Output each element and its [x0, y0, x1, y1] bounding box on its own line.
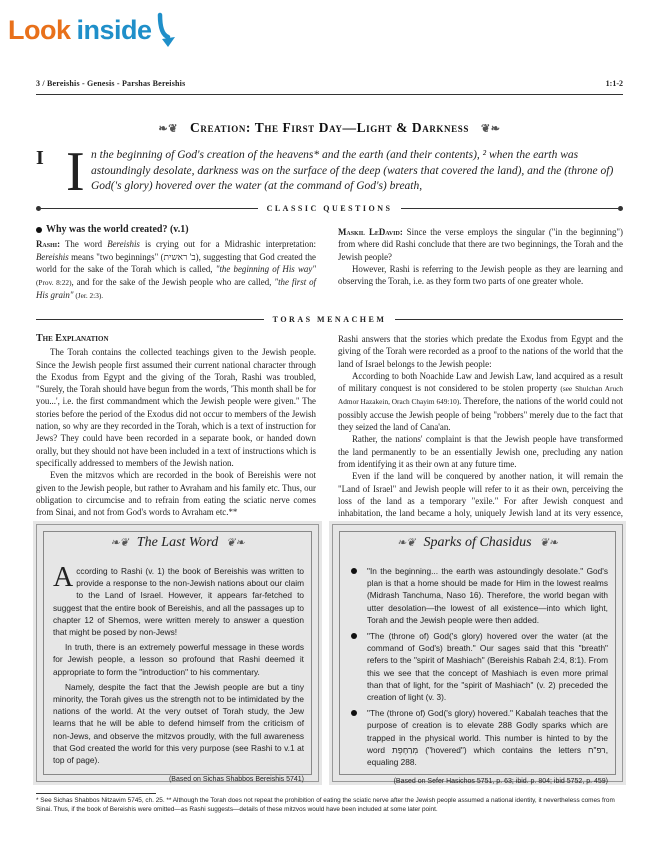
- rashi-text: The word: [60, 239, 108, 250]
- explanation-right-p1: Rashi answers that the stories which predate the Exodus from Egypt and the giving of the Torah were recorded as a proof to the nations of the world that the land of Israel belongs to the Jewish people:: [338, 334, 623, 369]
- last-word-p1: [53, 562, 304, 638]
- last-word-p2: In truth, there is an extremely powerful message in these words for Jewish people, a lesson so profound that Rashi deemed it appropriate to form the "introduction" to his commentary.: [53, 642, 304, 677]
- bullet-icon: [36, 227, 42, 233]
- sparks-title-text: Sparks of Chasidus: [423, 535, 532, 550]
- flourish-left-icon: ❧❦: [158, 123, 179, 135]
- explanation-left: [36, 333, 316, 518]
- explanation-ref: (see Shulchan Aruch Admor Hazakein, Orach Chayim 649:10): [338, 384, 623, 407]
- rashi-text: means "two beginnings" (ב' ראשית), suggesting that God created the world for the sake of the Torah which is called,: [36, 251, 316, 274]
- toras-menachem-label: TORAS MENACHEM: [272, 314, 387, 324]
- verse-block: [36, 141, 623, 203]
- sparks-item: "In the beginning... the earth was astoundingly desolate." God's plan is that a home should be made for Him in the lowest realms (Midrash Tanchuma, Naso 16). Therefore, the world began with utter desolation—the lowest of all existence—into which light, Torah and the Jewish people were then added.: [349, 565, 608, 626]
- rashi-text: , and for the sake of the Jewish people who are called,: [71, 277, 275, 288]
- last-word-body: [53, 562, 304, 786]
- sparks-item: "The (throne of) God('s glory) hovered over the water (at the command of God's) breath." Our sages said that this "breath" refers to the "spirit of Mashiach" (Bereishis Rabah 2:4, 8:1). From this we see that the concept of Mashiach is even more primal than that of light, for the "spirit of Mashiach" (v. 2) preceded the creation of light (v. 3).: [349, 630, 608, 703]
- flourish-left-icon: ❧❦: [110, 537, 129, 549]
- verse-dropcap: I: [66, 141, 85, 203]
- classic-questions-left: [36, 224, 316, 303]
- verse-text: n the beginning of God's creation of the heavens* and the earth (and their contents), ² when the earth was astoundingly desolate, darkness was on the surface of the deep (waters that covered the land), and the (throne of) God('s glory) hovered over the water (at the command of God's) breath,: [91, 149, 614, 192]
- footnote-rule: [36, 793, 156, 794]
- flourish-left-icon: ❧❦: [397, 537, 416, 549]
- toras-menachem-rule: [36, 314, 623, 324]
- explanation-heading: The Explanation: [36, 333, 109, 344]
- explanation-p2: Even the mitzvos which are recorded in the book of Bereishis were not given to the Jewish people, but rather to Avraham and his family etc. Thus, our obligation to circumcise and to refrain from eating the sciatic nerve comes from Sinai, and not from God's words to Avraham etc.**: [36, 470, 316, 518]
- verse-number: I: [36, 147, 44, 169]
- last-word-dropcap: A: [53, 562, 74, 593]
- running-head: [36, 79, 623, 95]
- maskil-paragraph: [338, 226, 623, 263]
- explanation-text: According to both Noachide Law and Jewish Law, land acquired as a result of military conquest is not considered to be stolen property: [338, 370, 623, 394]
- rashi-ref: (Jer. 2:3).: [73, 291, 104, 301]
- rashi-quote: "the first of His grain": [36, 277, 316, 301]
- classic-questions-right: [338, 226, 623, 287]
- last-word-p1-text: ccording to Rashi (v. 1) the book of Bereishis was written to provide a response to the non-Jewish nations about our claim to the Land of Israel. However, it appears far-fetched to suggest that the entire book of Bereishis, and all the passages up to chapter 12 of Shemos, were written merely to answer a question that might be posed by non-Jews!: [53, 566, 304, 638]
- footnote: * See Sichas Shabbos Nitzavim 5745, ch. 25. ** Although the Torah does not repeat the prohibition of eating the sciatic nerve after the Jewish people assumed a national identity, it nevertheless comes from Sinai. Thus, if the book of Bereishis were omitted—as Rashi suggests—details of these mitzvos would have been included at some later point.: [36, 797, 615, 813]
- classic-questions-rule: [36, 203, 623, 213]
- look-label: Look: [8, 14, 71, 45]
- curved-arrow-down-icon: [154, 12, 178, 48]
- maskil-text: Since the verse employs the singular ("in the beginning") from where did Rashi conclude that there are two beginnings, the Torah and the Jewish people?: [338, 227, 623, 262]
- section-title: [36, 120, 623, 136]
- rashi-paragraph: [36, 238, 316, 302]
- section-title-text: Creation: The First Day—Light & Darkness: [190, 120, 469, 135]
- rashi-quote: "the beginning of His way": [215, 263, 316, 274]
- explanation-p1: The Torah contains the collected teachings given to the Jewish people. Since the Jewish people first assumed their current national character through the Exodus from Egypt and the giving of the Torah, Rashi was troubled, "Surely, the Torah should have begun from the words, 'This month shall be for you...', i.e. the first commandment which the Jewish people were given." The stories before the period of the Exodus did not occur to members of the Jewish nation, so why are they recorded in the Torah, which is a text of instruction for Jews? They could have been recorded in a separate book, or handed down orally, but they should not have been included in a text of instructions which is specifically addressed to members of the Jewish nation.: [36, 347, 316, 468]
- rule-dot-right-icon: [618, 206, 623, 211]
- running-head-verses: 1:1-2: [605, 79, 623, 88]
- rashi-text: is crying out for a Midrashic interpretation:: [139, 239, 316, 250]
- last-word-box: [36, 524, 319, 782]
- classic-questions-label: CLASSIC QUESTIONS: [266, 203, 393, 213]
- explanation-right: [338, 333, 623, 532]
- sparks-box: [332, 524, 623, 786]
- flourish-right-icon: ❦❧: [480, 123, 501, 135]
- sparks-body: [349, 565, 608, 788]
- question-heading-text: Why was the world created? (v.1): [46, 224, 189, 235]
- inside-label: inside: [76, 14, 152, 45]
- sparks-credit: (Based on Sefer Hasichos 5751, p. 63; ibid. p. 804; ibid 5752, p. 459): [393, 778, 608, 786]
- look-inside-banner[interactable]: [8, 10, 178, 50]
- maskil-label: Maskil LeDavid:: [338, 227, 403, 237]
- last-word-p3: Namely, despite the fact that the Jewish people are but a tiny minority, the Torah gives us the strength not to be intimidated by the nations of the world. At the very outset of Torah study, the Jew learns that he will be able to defend himself from the criticism of non-Jews, and observe the mitzvos proudly, with the full awareness that God created the world for this very purpose (see Rashi to v.1 at top of page).: [53, 681, 304, 766]
- explanation-right-p2: [338, 370, 623, 433]
- explanation-right-p3: Rather, the nations' complaint is that the Jewish people have transformed the land permanently to be an essentially Jewish one, precluding any nation from identifying it as their own at any future time.: [338, 434, 623, 469]
- however-paragraph: However, Rashi is referring to the Jewish people as they are learning and observing the Torah, i.e. as they form two parts of one greater whole.: [338, 263, 623, 287]
- sparks-list: [349, 565, 608, 768]
- explanation-right-p4: Even if the land will be conquered by another nation, it will remain the "Land of Israel" and Jewish people will refer to it as their own, perceiving the loss of the land as a temporary "exile." For after Jewish conquest and inhabitation, the land became a holy, uniquely Jewish land at its very essence,: [338, 471, 623, 519]
- rashi-term: Bereishis: [36, 251, 69, 262]
- last-word-title-text: The Last Word: [136, 535, 219, 550]
- explanation-text: . Therefore, the nations of the world could not possibly accuse the Jewish people of being "robbers" merely due to the fact that they seized the land of Cana'an.: [338, 396, 623, 433]
- last-word-credit: (Based on Sichas Shabbos Bereishis 5741): [168, 776, 304, 784]
- rashi-label: Rashi:: [36, 239, 61, 250]
- flourish-right-icon: ❦❧: [539, 537, 558, 549]
- sparks-item: "The (throne of) God('s glory) hovered." Kabalah teaches that the purpose of creation is to elevate 288 Godly sparks which are trapped in the physical world. This number is hinted to by the word מְרַחֶפֶת ("hovered") which contains the letters רפ"ח, equaling 288.: [349, 707, 608, 768]
- rashi-ref: (Prov. 8:22): [36, 278, 72, 288]
- flourish-right-icon: ❦❧: [226, 537, 245, 549]
- rashi-term: Bereishis: [107, 239, 140, 250]
- question-heading: [36, 224, 316, 236]
- running-head-title: 3 / Bereishis - Genesis - Parshas Bereishis: [36, 79, 186, 88]
